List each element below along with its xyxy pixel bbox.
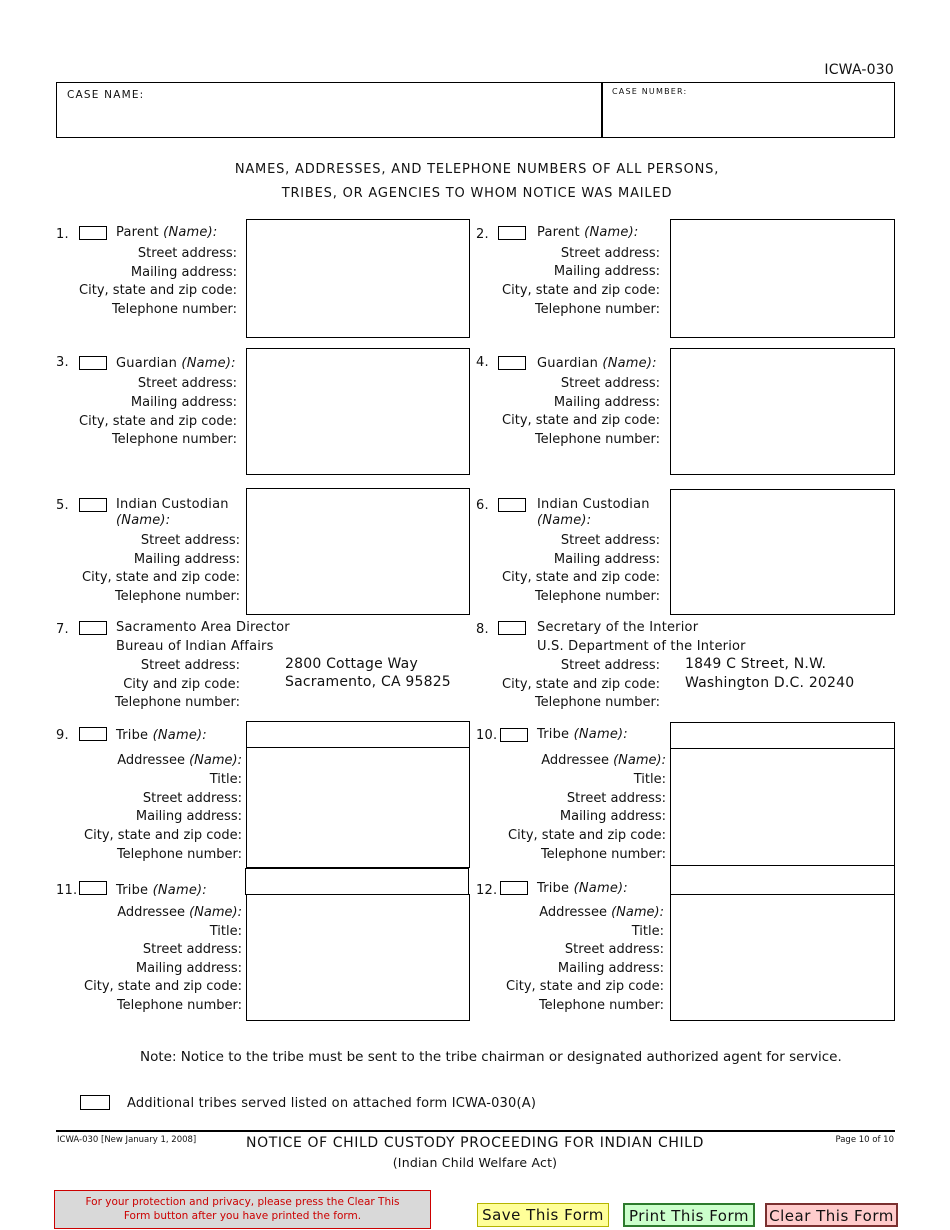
item-7-checkbox[interactable] <box>79 621 107 635</box>
item-number: 5. <box>56 498 69 513</box>
item-3-title: Guardian (Name): <box>116 356 236 371</box>
telephone-label: Telephone number: <box>540 847 666 862</box>
item-6-title: Indian Custodian <box>537 497 650 512</box>
heading-line-1: NAMES, ADDRESSES, AND TELEPHONE NUMBERS OF ALL PERSONS, <box>234 162 720 177</box>
case-name-label: CASE NAME: <box>67 89 145 101</box>
addressee-label: Addressee (Name): <box>117 753 242 768</box>
item-2-field[interactable] <box>670 219 895 338</box>
form-id: ICWA-030 <box>824 62 894 78</box>
item-3-field[interactable] <box>246 348 470 475</box>
street-label: Street address: <box>140 533 240 548</box>
mailing-label: Mailing address: <box>557 961 664 976</box>
item-number: 10. <box>476 728 498 743</box>
item-number: 1. <box>56 227 69 242</box>
privacy-notice: For your protection and privacy, please press the Clear This Form button after you have printed the form. <box>54 1190 431 1229</box>
footer-subtitle: (Indian Child Welfare Act) <box>392 1155 558 1170</box>
item-12-tribe-field[interactable] <box>670 865 895 895</box>
city-label: City, state and zip code: <box>84 828 242 843</box>
mailing-label: Mailing address: <box>553 264 660 279</box>
item-11-checkbox[interactable] <box>79 881 107 895</box>
item-12-checkbox[interactable] <box>500 881 528 895</box>
item-number: 11. <box>56 883 78 898</box>
city-label: City, state and zip code: <box>502 283 660 298</box>
name-label: (Name): <box>116 513 171 528</box>
telephone-label: Telephone number: <box>534 302 660 317</box>
title-label: Title: <box>209 772 242 787</box>
street-label: Street address: <box>560 246 660 261</box>
city-label: City, state and zip code: <box>502 677 660 692</box>
clear-button[interactable]: Clear This Form <box>765 1203 898 1227</box>
item-5-field[interactable] <box>246 488 470 615</box>
footer-rule <box>56 1130 895 1132</box>
mailing-label: Mailing address: <box>130 265 237 280</box>
item-number: 2. <box>476 227 489 242</box>
item-2-checkbox[interactable] <box>498 226 526 240</box>
city-label: City, state and zip code: <box>79 414 237 429</box>
item-8-line2: U.S. Department of the Interior <box>537 639 746 654</box>
street-label: Street address: <box>142 942 242 957</box>
item-number: 3. <box>56 355 69 370</box>
heading-line-2: TRIBES, OR AGENCIES TO WHOM NOTICE WAS MAILED <box>281 186 673 201</box>
page-number: Page 10 of 10 <box>835 1135 894 1145</box>
title-label: Title: <box>633 772 666 787</box>
header-divider <box>601 82 603 138</box>
street-label: Street address: <box>560 658 660 673</box>
item-10-tribe-field[interactable] <box>670 722 895 749</box>
item-number: 8. <box>476 622 489 637</box>
street-label: Street address: <box>142 791 242 806</box>
item-7-street: 2800 Cottage Way <box>285 656 418 672</box>
telephone-label: Telephone number: <box>114 695 240 710</box>
item-1-title: Parent (Name): <box>116 225 218 240</box>
additional-tribes-checkbox[interactable] <box>80 1095 110 1110</box>
telephone-label: Telephone number: <box>534 589 660 604</box>
telephone-label: Telephone number: <box>534 432 660 447</box>
item-10-title: Tribe (Name): <box>537 727 628 742</box>
item-9-addressee-field[interactable] <box>246 747 470 868</box>
case-name-field[interactable] <box>63 104 595 134</box>
item-7-telephone-field[interactable] <box>283 694 469 710</box>
item-8-line1: Secretary of the Interior <box>537 620 699 635</box>
city-label: City, state and zip code: <box>508 828 666 843</box>
item-11-addressee-field[interactable] <box>246 894 470 1021</box>
mailing-label: Mailing address: <box>130 395 237 410</box>
item-7-city: Sacramento, CA 95825 <box>285 674 451 690</box>
item-8-city: Washington D.C. 20240 <box>685 675 855 691</box>
item-2-title: Parent (Name): <box>537 225 639 240</box>
item-9-checkbox[interactable] <box>79 727 107 741</box>
item-1-checkbox[interactable] <box>79 226 107 240</box>
item-12-title: Tribe (Name): <box>537 881 628 896</box>
item-number: 9. <box>56 728 69 743</box>
street-label: Street address: <box>564 942 664 957</box>
telephone-label: Telephone number: <box>116 847 242 862</box>
item-12-addressee-field[interactable] <box>670 894 895 1021</box>
item-number: 6. <box>476 498 489 513</box>
mailing-label: Mailing address: <box>553 552 660 567</box>
telephone-label: Telephone number: <box>111 432 237 447</box>
street-label: Street address: <box>566 791 666 806</box>
city-zip-label: City and zip code: <box>123 677 240 692</box>
item-5-title: Indian Custodian <box>116 497 229 512</box>
save-button[interactable]: Save This Form <box>477 1203 609 1227</box>
mailing-label: Mailing address: <box>135 961 242 976</box>
street-label: Street address: <box>137 246 237 261</box>
addressee-label: Addressee (Name): <box>117 905 242 920</box>
telephone-label: Telephone number: <box>114 589 240 604</box>
item-3-checkbox[interactable] <box>79 356 107 370</box>
addressee-label: Addressee (Name): <box>541 753 666 768</box>
print-button[interactable]: Print This Form <box>623 1203 755 1227</box>
additional-tribes-label: Additional tribes served listed on attached form ICWA-030(A) <box>127 1096 537 1111</box>
footer-form-revision: ICWA-030 [New January 1, 2008] <box>57 1135 197 1145</box>
item-7-line1: Sacramento Area Director <box>116 620 290 635</box>
mailing-label: Mailing address: <box>133 552 240 567</box>
city-label: City, state and zip code: <box>84 979 242 994</box>
item-10-addressee-field[interactable] <box>670 748 895 866</box>
city-label: City, state and zip code: <box>506 979 664 994</box>
item-4-checkbox[interactable] <box>498 356 526 370</box>
item-1-field[interactable] <box>246 219 470 338</box>
item-number: 7. <box>56 622 69 637</box>
street-label: Street address: <box>140 658 240 673</box>
telephone-label: Telephone number: <box>534 695 660 710</box>
item-11-tribe-field[interactable] <box>245 868 469 895</box>
item-11-title: Tribe (Name): <box>116 883 207 898</box>
item-10-checkbox[interactable] <box>500 728 528 742</box>
name-label: (Name): <box>537 513 592 528</box>
case-number-field[interactable] <box>608 100 888 134</box>
item-9-tribe-field[interactable] <box>246 721 470 748</box>
city-label: City, state and zip code: <box>502 570 660 585</box>
item-4-field[interactable] <box>670 348 895 475</box>
item-7-line2: Bureau of Indian Affairs <box>116 639 274 654</box>
footer-title: NOTICE OF CHILD CUSTODY PROCEEDING FOR INDIAN CHILD <box>246 1135 704 1151</box>
title-label: Title: <box>631 924 664 939</box>
city-label: City, state and zip code: <box>82 570 240 585</box>
street-label: Street address: <box>560 533 660 548</box>
telephone-label: Telephone number: <box>116 998 242 1013</box>
mailing-label: Mailing address: <box>135 809 242 824</box>
item-4-title: Guardian (Name): <box>537 356 657 371</box>
item-number: 12. <box>476 883 498 898</box>
item-8-street: 1849 C Street, N.W. <box>685 656 827 672</box>
case-number-label: CASE NUMBER: <box>612 87 688 96</box>
note-text: Note: Notice to the tribe must be sent to the tribe chairman or designated authorized agent for service. <box>140 1049 842 1065</box>
mailing-label: Mailing address: <box>553 395 660 410</box>
item-number: 4. <box>476 355 489 370</box>
street-label: Street address: <box>137 376 237 391</box>
item-8-telephone-field[interactable] <box>683 694 893 710</box>
addressee-label: Addressee (Name): <box>539 905 664 920</box>
item-6-checkbox[interactable] <box>498 498 526 512</box>
item-6-field[interactable] <box>670 489 895 615</box>
telephone-label: Telephone number: <box>538 998 664 1013</box>
city-label: City, state and zip code: <box>502 413 660 428</box>
city-label: City, state and zip code: <box>79 283 237 298</box>
item-8-checkbox[interactable] <box>498 621 526 635</box>
telephone-label: Telephone number: <box>111 302 237 317</box>
item-5-checkbox[interactable] <box>79 498 107 512</box>
mailing-label: Mailing address: <box>559 809 666 824</box>
title-label: Title: <box>209 924 242 939</box>
street-label: Street address: <box>560 376 660 391</box>
item-9-title: Tribe (Name): <box>116 728 207 743</box>
